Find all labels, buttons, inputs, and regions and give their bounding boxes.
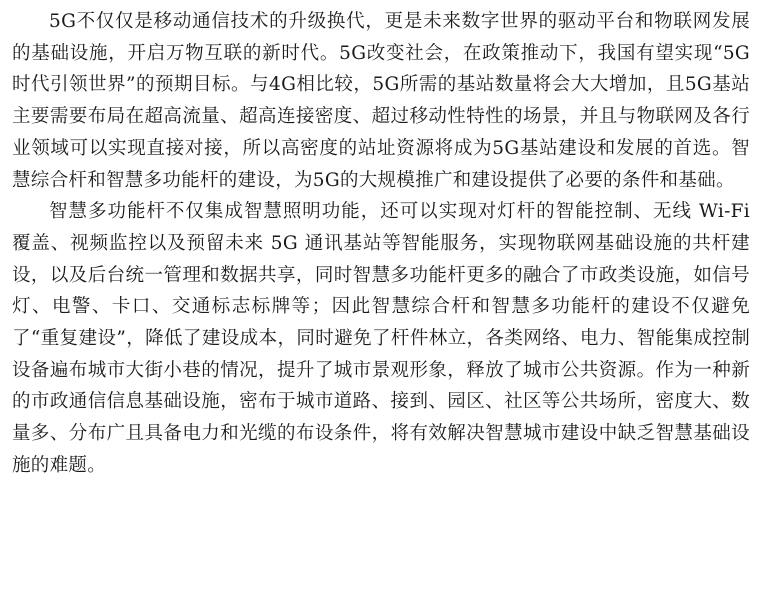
paragraph-smart-pole: 智慧多功能杆不仅集成智慧照明功能，还可以实现对灯杆的智能控制、无线 Wi-Fi 覆盖、视频监控以及预留未来 5G 通讯基站等智能服务，实现物联网基础设施的共杆建设，以及后台统一管理和数据共享，同时智慧多功能杆更多的融合了市政类设施，如信号灯、电警、卡口、交通标志标牌等；因此智慧综合杆和智慧多功能杆的建设不仅避免了“重复建设”，降低了建设成本，同时避免了杆件林立，各类网络、电力、智能集成控制设备遍布城市大街小巷的情况，提升了城市景观形象，释放了城市公共资源。作为一种新的市政通信信息基础设施，密布于城市道路、接到、园区、社区等公共场所，密度大、数量多、分布广且具备电力和光缆的布设条件，将有效解决智慧城市建设中缺乏智慧基础设施的难题。 xyxy=(12,201,750,476)
paragraph-5g-infrastructure: 5G不仅仅是移动通信技术的升级换代，更是未来数字世界的驱动平台和物联网发展的基础设施，开启万物互联的新时代。5G改变社会，在政策推动下，我国有望实现“5G时代引领世界”的预期目标。与4G相比较，5G所需的基站数量将会大大增加，且5G基站主要需要布局在超高流量、超高连接密度、超过移动性特性的场景，并且与物联网及各行业领域可以实现直接对接，所以高密度的站址资源将成为5G基站建设和发展的首选。智慧综合杆和智慧多功能杆的建设，为5G的大规模推广和建设提供了必要的条件和基础。 xyxy=(12,11,750,191)
document-body xyxy=(12,6,750,482)
